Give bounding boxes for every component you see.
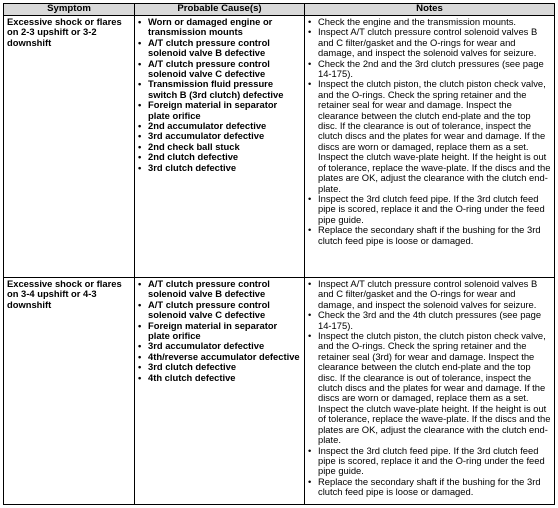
cause-text: Worn or damaged engine or transmission mounts [148, 16, 273, 38]
bullet-icon: • [138, 350, 142, 362]
list-item [308, 225, 551, 246]
cause-text: Foreign material in separator plate orifice [148, 99, 278, 121]
bullet-icon: • [308, 192, 312, 204]
list-item [138, 373, 301, 383]
bullet-icon: • [138, 298, 142, 310]
list-item [138, 59, 301, 80]
cause-list [138, 17, 301, 173]
header-row [4, 4, 555, 16]
bullet-icon: • [138, 16, 142, 27]
cause-text: 2nd check ball stuck [148, 140, 240, 152]
bullet-icon: • [308, 475, 312, 487]
list-item [308, 59, 551, 80]
bullet-icon: • [308, 16, 312, 27]
list-item [138, 79, 301, 100]
cause-text: 2nd clutch defective [148, 151, 239, 163]
note-text: Check the engine and the transmission mounts. [318, 16, 517, 27]
bullet-icon: • [138, 151, 142, 163]
cause-text: 4th clutch defective [148, 371, 236, 383]
list-item [308, 79, 551, 193]
cause-text: 4th/reverse accumulator defective [148, 350, 300, 362]
notes-list [308, 279, 551, 498]
bullet-icon: • [138, 57, 142, 69]
bullet-icon: • [138, 140, 142, 152]
notes-cell [305, 278, 555, 505]
bullet-icon: • [138, 319, 142, 331]
causes-cell [135, 278, 305, 505]
cause-text: 3rd clutch defective [148, 161, 237, 173]
cause-text: A/T clutch pressure control solenoid valve C defective [148, 298, 270, 321]
bullet-icon: • [138, 340, 142, 352]
table-row [4, 16, 555, 278]
bullet-icon: • [138, 278, 142, 289]
bullet-icon: • [138, 120, 142, 132]
list-item [138, 321, 301, 342]
cause-text: Transmission fluid pressure switch B (3rd clutch) defective [148, 78, 284, 100]
cause-text: A/T clutch pressure control solenoid valve B defective [148, 278, 270, 300]
bullet-icon: • [308, 57, 312, 69]
list-item [308, 331, 551, 445]
note-text: Replace the secondary shaft if the bushing for the 3rd clutch feed pipe is loose or damaged. [318, 475, 541, 498]
note-text: Inspect A/T clutch pressure control solenoid valves B and C filter/gasket and the O-rings for wear and damage, and inspect the solenoid valves for seizure. [318, 26, 538, 59]
cause-list [138, 279, 301, 383]
bullet-icon: • [138, 371, 142, 383]
list-item [138, 38, 301, 59]
troubleshooting-table [3, 3, 555, 505]
list-item [138, 100, 301, 121]
list-item [308, 194, 551, 225]
list-item [138, 279, 301, 300]
note-text: Inspect the 3rd clutch feed pipe. If the 3rd clutch feed pipe is scored, replace it and the O-ring under the feed pipe guide. [318, 192, 545, 225]
list-item [308, 310, 551, 331]
header-notes: Notes [305, 4, 555, 16]
bullet-icon: • [138, 99, 142, 111]
notes-list [308, 17, 551, 246]
list-item [308, 27, 551, 58]
bullet-icon: • [138, 130, 142, 142]
note-text: Inspect the clutch piston, the clutch piston check valve, and the O-rings. Check the spring retainer and the retainer seal (3rd) for wear and damage. Inspect the clearance between the clutch end-plate and the top disc. If the clearance is out of tolerance, inspect the clutch discs and the plates for wear and damage. If the discs are worn or damaged, replace them as a set. Inspect the clutch wave-plate height. If the height is out of tolerance, replace the wave-plate. If the discs and the plates are OK, adjust the clearance with the clutch end-plate. [318, 330, 551, 446]
note-text: Check the 2nd and the 3rd clutch pressures (see page 14-175). [318, 57, 544, 80]
list-item [308, 477, 551, 498]
header-probable-causes: Probable Cause(s) [135, 4, 305, 16]
bullet-icon: • [308, 330, 312, 342]
note-text: Inspect the clutch piston, the clutch piston check valve, and the O-rings. Check the spring retainer and the retainer seal for wear and damage. Inspect the clearance between the clutch end-plate and the top disc. If the clearance is out of tolerance, inspect the clutch discs and the plates for wear and damage. If the discs are worn or damaged, replace them as a set. Inspect the clutch wave-plate height. If the height is out of tolerance, replace the wave-plate. If the discs and the plates are OK, adjust the clearance with the clutch end-plate. [318, 78, 551, 194]
cause-text: Foreign material in separator plate orifice [148, 319, 278, 342]
note-text: Inspect the 3rd clutch feed pipe. If the 3rd clutch feed pipe is scored, replace it and the O-ring under the feed pipe guide. [318, 444, 545, 477]
bullet-icon: • [138, 78, 142, 90]
cause-text: A/T clutch pressure control solenoid valve C defective [148, 57, 270, 80]
cause-text: 2nd accumulator defective [148, 120, 267, 132]
bullet-icon: • [308, 224, 312, 236]
bullet-icon: • [138, 361, 142, 373]
cause-text: A/T clutch pressure control solenoid valve B defective [148, 36, 270, 59]
list-item [138, 300, 301, 321]
bullet-icon: • [308, 309, 312, 321]
symptom-cell: Excessive shock or flares on 2-3 upshift or 3-2 downshift [4, 16, 135, 278]
bullet-icon: • [308, 444, 312, 456]
bullet-icon: • [308, 78, 312, 90]
symptom-cell: Excessive shock or flares on 3-4 upshift or 4-3 downshift [4, 278, 135, 505]
list-item [138, 163, 301, 173]
bullet-icon: • [138, 161, 142, 173]
table-row [4, 278, 555, 505]
bullet-icon: • [308, 26, 312, 38]
notes-cell [305, 16, 555, 278]
note-text: Check the 3rd and the 4th clutch pressures (see page 14-175). [318, 309, 542, 331]
bullet-icon: • [308, 278, 312, 289]
header-symptom: Symptom [4, 4, 135, 16]
bullet-icon: • [138, 36, 142, 48]
cause-text: 3rd clutch defective [148, 361, 237, 373]
cause-text: 3rd accumulator defective [148, 130, 265, 142]
note-text: Inspect A/T clutch pressure control solenoid valves B and C filter/gasket and the O-rings for wear and damage, and inspect the solenoid valves for seizure. [318, 278, 538, 310]
note-text: Replace the secondary shaft if the bushing for the 3rd clutch feed pipe is loose or damaged. [318, 224, 541, 246]
causes-cell [135, 16, 305, 278]
list-item [138, 17, 301, 38]
cause-text: 3rd accumulator defective [148, 340, 265, 352]
list-item [308, 279, 551, 310]
list-item [308, 446, 551, 477]
